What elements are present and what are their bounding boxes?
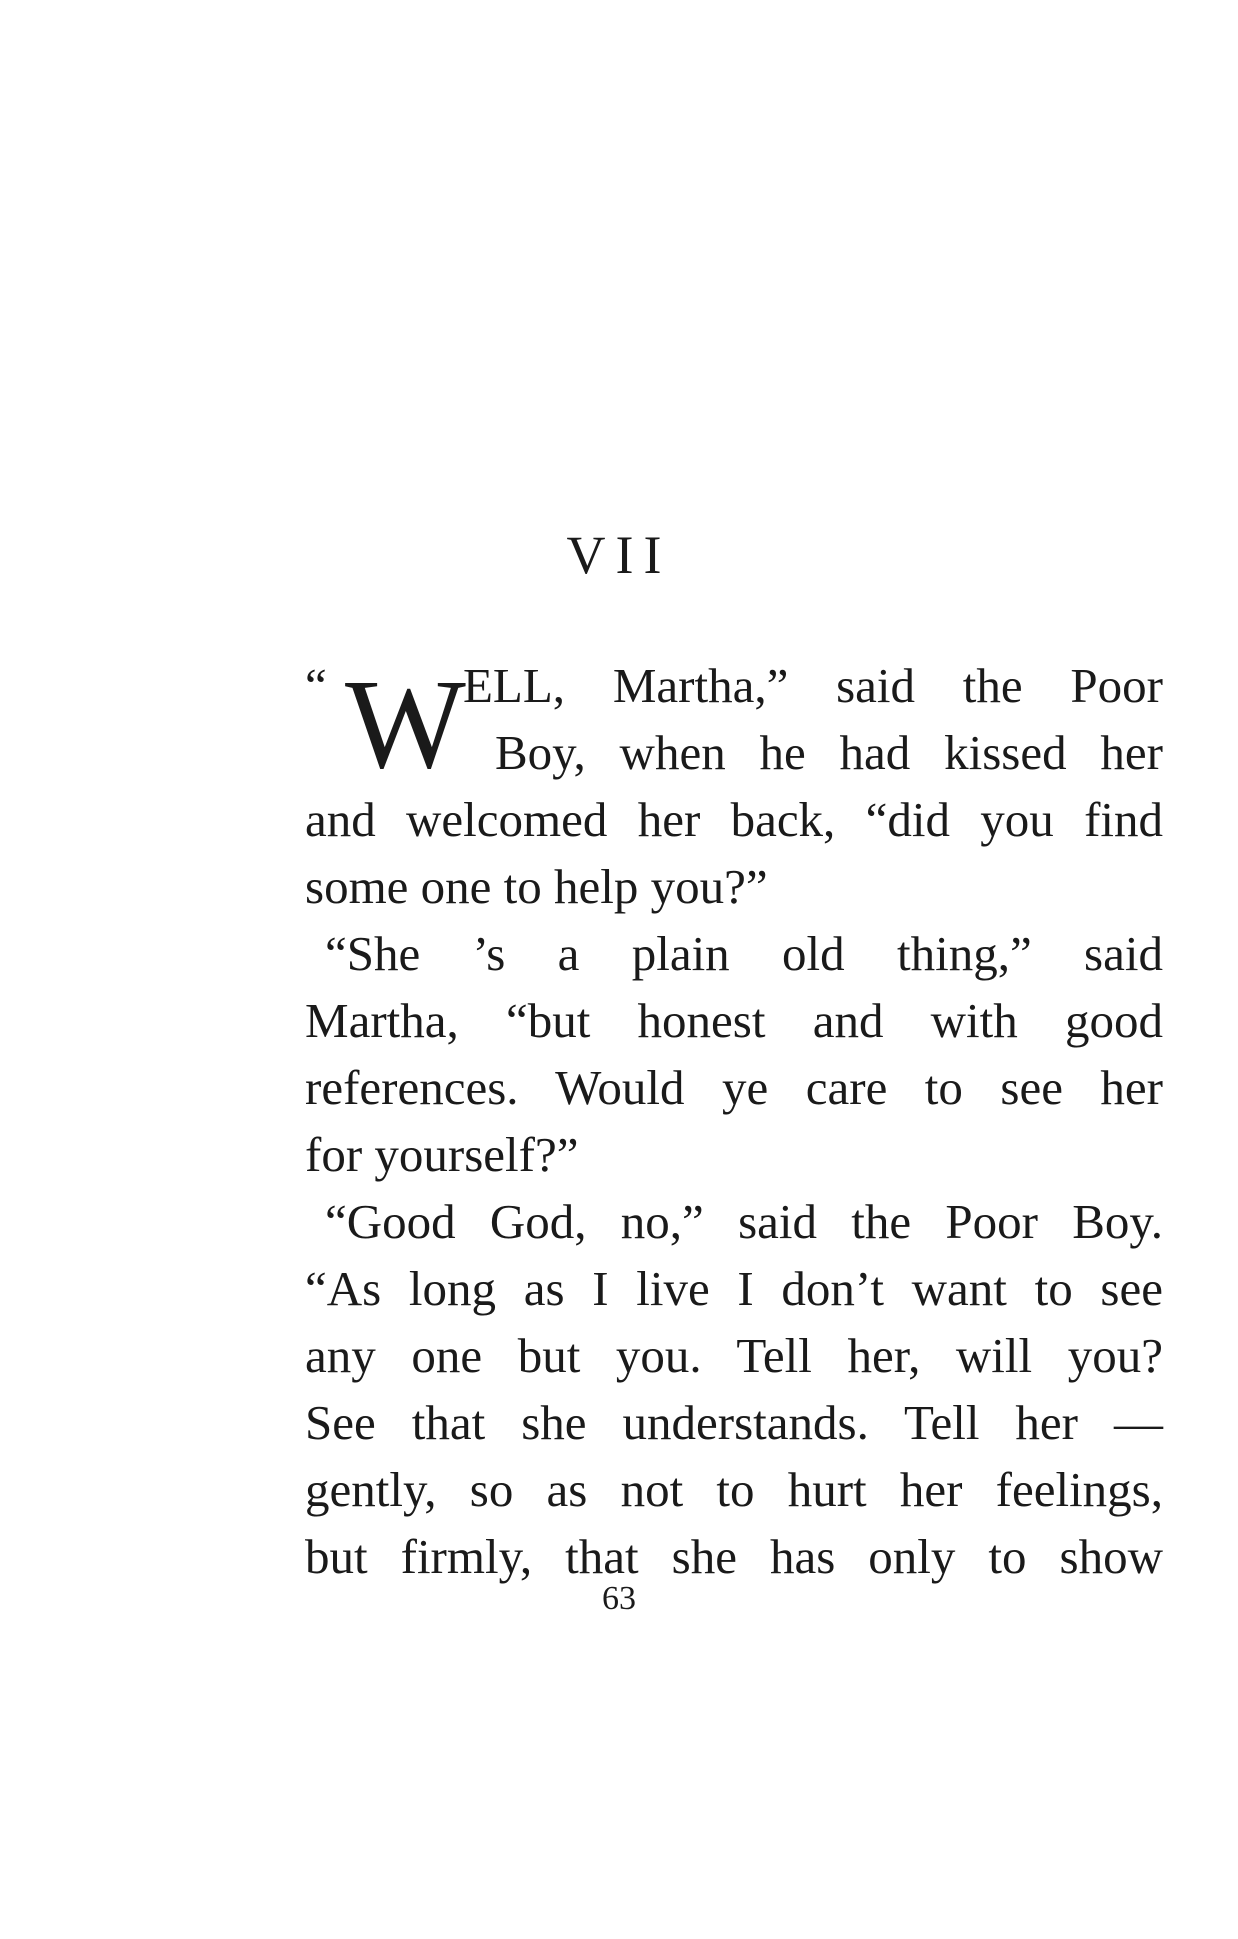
text-line-14: but firmly, that she has only to show — [305, 1529, 1163, 1584]
text-line-7: references. Would ye care to see her — [305, 1060, 1163, 1115]
body-text — [305, 786, 1163, 1590]
text-line-8: for yourself?” — [305, 1127, 579, 1182]
text-line-2: Boy, when he had kissed her — [495, 725, 1163, 780]
page-number: 63 — [602, 1580, 636, 1617]
text-line-9: “Good God, no,” said the Poor Boy. — [325, 1194, 1163, 1249]
text-line-10: “As long as I live I don’t want to see — [305, 1261, 1163, 1316]
opening-quote-mark: “ — [305, 658, 327, 713]
text-line-3: and welcomed her back, “did you find — [305, 792, 1163, 847]
text-line-6: Martha, “but honest and with good — [305, 993, 1163, 1048]
text-line-1: ELL, Martha,” said the Poor — [463, 658, 1163, 713]
text-line-12: See that she understands. Tell her — — [305, 1395, 1163, 1450]
opening-paragraph-dropcap — [305, 652, 1163, 795]
chapter-heading: VII — [566, 525, 672, 585]
text-line-11: any one but you. Tell her, will you? — [305, 1328, 1163, 1383]
text-line-4: some one to help you?” — [305, 859, 768, 914]
drop-cap-letter: W — [345, 653, 466, 795]
text-line-5: “She ’s a plain old thing,” said — [325, 926, 1163, 981]
text-line-13: gently, so as not to hurt her feelings, — [305, 1462, 1163, 1517]
